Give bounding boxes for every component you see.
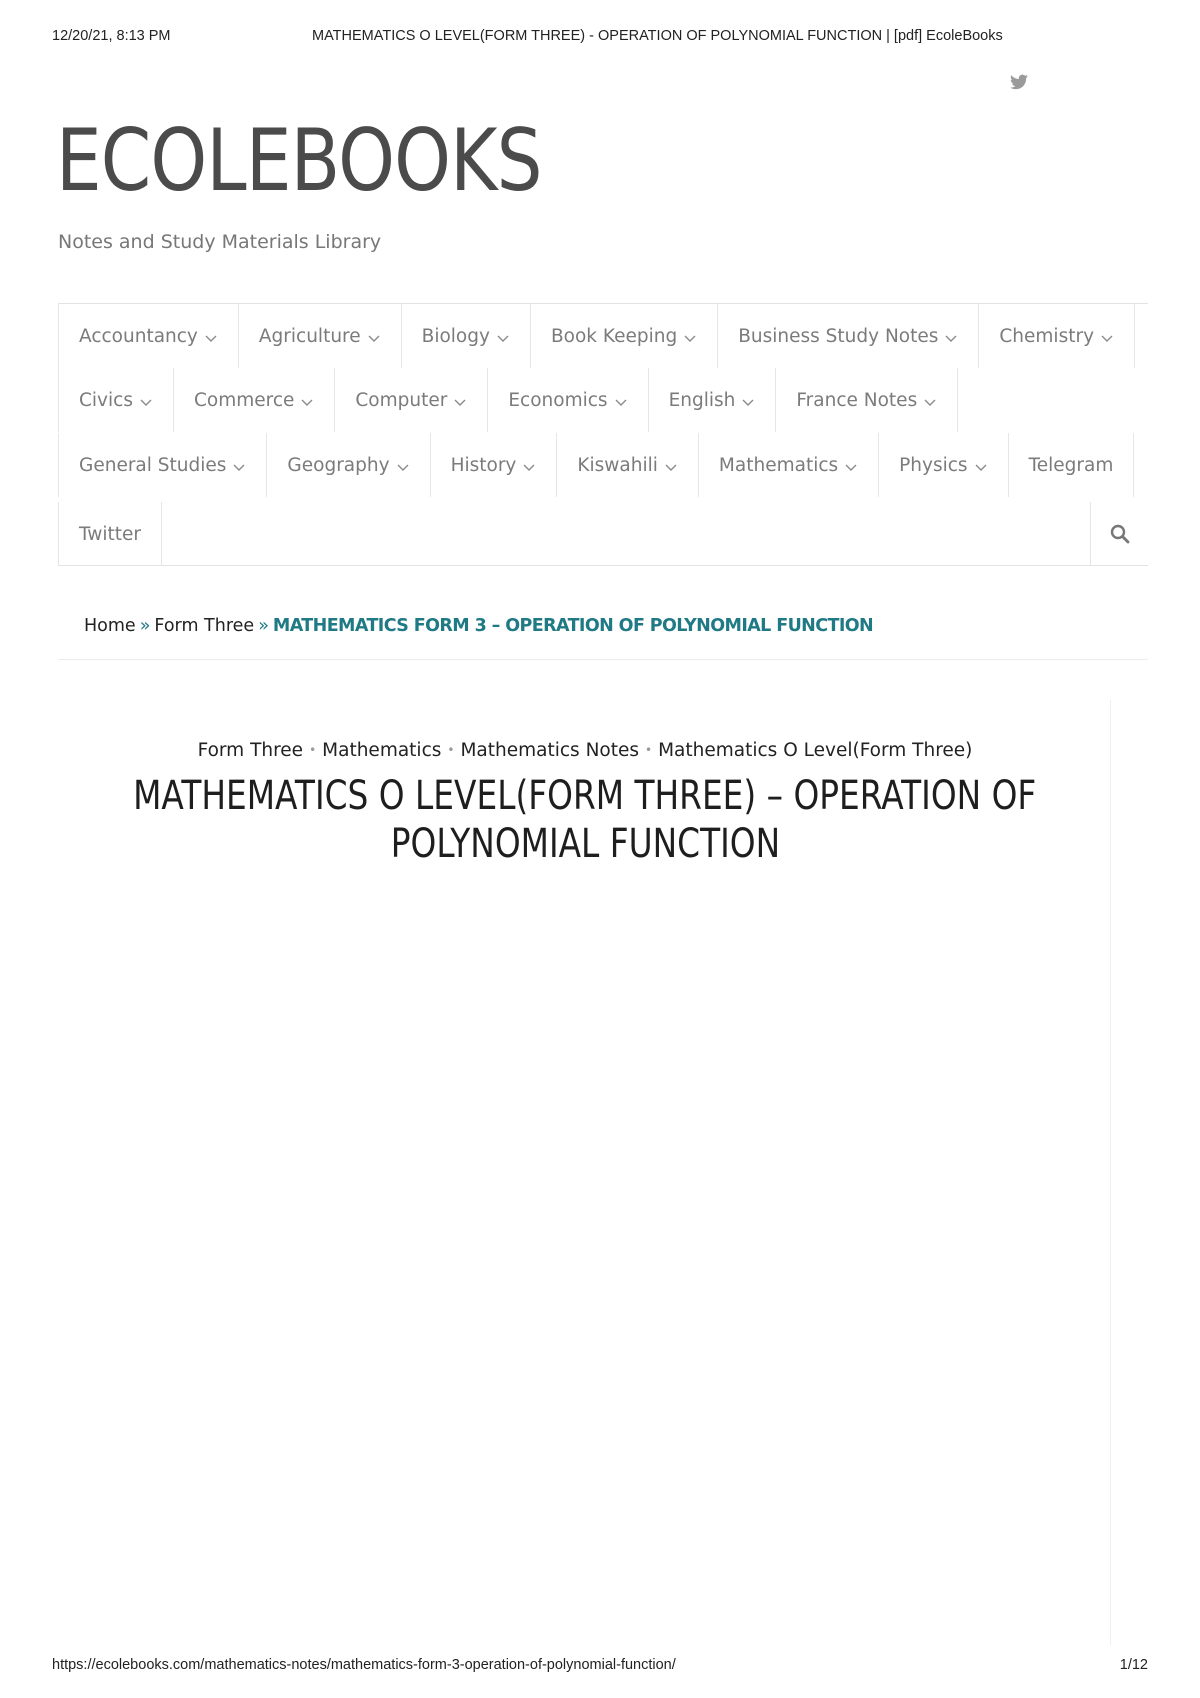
nav-item-biology[interactable] xyxy=(402,304,531,368)
nav-item-label: Accountancy xyxy=(79,325,198,347)
nav-item-label: Biology xyxy=(421,325,490,347)
print-url: https://ecolebooks.com/mathematics-notes/mathematics-form-3-operation-of-polynomial-function/ xyxy=(52,1657,676,1673)
chevron-down-icon xyxy=(741,397,755,407)
nav-item-english[interactable] xyxy=(649,368,777,432)
chevron-down-icon xyxy=(232,462,246,472)
breadcrumb-divider xyxy=(58,659,1148,660)
chevron-down-icon xyxy=(664,462,678,472)
nav-item-label: Mathematics xyxy=(718,454,839,476)
search-icon xyxy=(1110,524,1130,544)
category-link[interactable]: Form Three xyxy=(197,740,304,761)
nav-item-label: France Notes xyxy=(796,389,918,411)
post-title-line: MATHEMATICS O LEVEL(FORM THREE) – OPERATION OF xyxy=(133,773,1037,819)
nav-item-book-keeping[interactable] xyxy=(531,304,718,368)
chevron-down-icon xyxy=(614,397,628,407)
breadcrumb-separator: » xyxy=(258,616,269,636)
nav-item-history[interactable] xyxy=(431,433,558,497)
nav-item-computer[interactable] xyxy=(335,368,488,432)
nav-item-label: Geography xyxy=(287,454,390,476)
chevron-down-icon xyxy=(453,397,467,407)
print-doc-title: MATHEMATICS O LEVEL(FORM THREE) - OPERATION OF POLYNOMIAL FUNCTION | [pdf] EcoleBooks xyxy=(312,28,1003,44)
print-footer xyxy=(52,1657,1148,1677)
category-link[interactable]: Mathematics Notes xyxy=(460,740,640,761)
site-tagline: Notes and Study Materials Library xyxy=(58,231,382,253)
main-navigation xyxy=(58,303,1148,566)
post-title-line: POLYNOMIAL FUNCTION xyxy=(390,821,780,867)
twitter-bird-icon xyxy=(1010,74,1028,90)
breadcrumb-home[interactable]: Home xyxy=(84,616,136,636)
chevron-down-icon xyxy=(844,462,858,472)
chevron-down-icon xyxy=(367,333,381,343)
breadcrumb-separator: » xyxy=(139,616,151,636)
breadcrumb xyxy=(84,616,873,636)
nav-item-label: Computer xyxy=(355,389,448,411)
chevron-down-icon xyxy=(300,397,314,407)
post-title xyxy=(0,772,1170,868)
nav-item-label: Chemistry xyxy=(999,325,1095,347)
nav-item-physics[interactable] xyxy=(879,433,1008,497)
nav-item-label: Kiswahili xyxy=(577,454,658,476)
print-date: 12/20/21, 8:13 PM xyxy=(52,28,171,44)
nav-item-chemistry[interactable] xyxy=(979,304,1135,368)
print-header xyxy=(52,28,1148,48)
search-button[interactable] xyxy=(1090,502,1148,566)
chevron-down-icon xyxy=(396,462,410,472)
chevron-down-icon xyxy=(944,333,958,343)
nav-item-label: Civics xyxy=(79,389,133,411)
nav-item-label: History xyxy=(450,454,517,476)
nav-item-label: Economics xyxy=(508,389,608,411)
chevron-down-icon xyxy=(683,333,697,343)
chevron-down-icon xyxy=(522,462,536,472)
category-separator: • xyxy=(447,743,455,757)
nav-item-label: Book Keeping xyxy=(550,325,678,347)
nav-item-label: Commerce xyxy=(193,389,295,411)
nav-item-france-notes[interactable] xyxy=(776,368,958,432)
chevron-down-icon xyxy=(974,462,988,472)
nav-row xyxy=(58,368,958,432)
category-separator: • xyxy=(309,743,317,757)
category-link[interactable]: Mathematics xyxy=(322,740,442,761)
chevron-down-icon xyxy=(1100,333,1114,343)
chevron-down-icon xyxy=(496,333,510,343)
chevron-down-icon xyxy=(139,397,153,407)
nav-item-twitter[interactable] xyxy=(58,502,162,566)
nav-item-telegram[interactable] xyxy=(1009,433,1135,497)
nav-item-geography[interactable] xyxy=(267,433,430,497)
site-title[interactable]: ECOLEBOOKS xyxy=(56,111,542,211)
nav-row xyxy=(58,433,1134,497)
post-categories xyxy=(0,740,1170,761)
chevron-down-icon xyxy=(923,397,937,407)
nav-item-civics[interactable] xyxy=(58,368,174,432)
nav-item-economics[interactable] xyxy=(488,368,648,432)
nav-item-business-study-notes[interactable] xyxy=(718,304,979,368)
category-link[interactable]: Mathematics O Level(Form Three) xyxy=(658,740,973,761)
breadcrumb-parent[interactable]: Form Three xyxy=(154,616,255,636)
twitter-icon[interactable] xyxy=(1010,74,1030,92)
nav-row xyxy=(58,304,1135,368)
breadcrumb-current: MATHEMATICS FORM 3 – OPERATION OF POLYNOMIAL FUNCTION xyxy=(272,616,874,636)
chevron-down-icon xyxy=(204,333,218,343)
nav-item-agriculture[interactable] xyxy=(239,304,402,368)
nav-item-label: General Studies xyxy=(79,454,227,476)
category-separator: • xyxy=(645,743,653,757)
nav-item-mathematics[interactable] xyxy=(699,433,879,497)
nav-item-commerce[interactable] xyxy=(174,368,335,432)
nav-item-label: Business Study Notes xyxy=(738,325,939,347)
nav-row xyxy=(58,502,162,566)
nav-item-label: Telegram xyxy=(1028,454,1114,476)
nav-item-label: Physics xyxy=(899,454,968,476)
nav-item-accountancy[interactable] xyxy=(58,304,239,368)
nav-item-general-studies[interactable] xyxy=(58,433,267,497)
print-page-number: 1/12 xyxy=(1119,1657,1148,1673)
nav-item-kiswahili[interactable] xyxy=(557,433,699,497)
nav-item-label: Twitter xyxy=(79,523,142,545)
nav-item-label: English xyxy=(668,389,736,411)
nav-item-label: Agriculture xyxy=(258,325,361,347)
